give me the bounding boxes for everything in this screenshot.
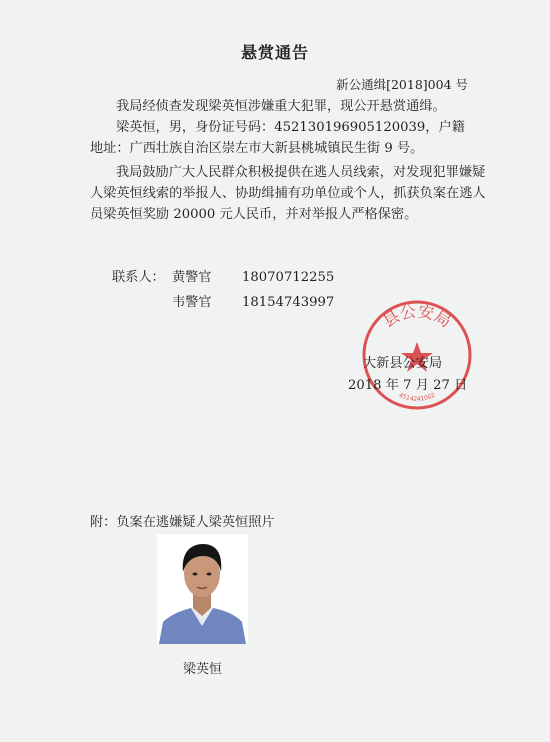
contact-name: 韦警官 <box>172 295 212 310</box>
contact-name: 黄警官 <box>172 270 212 285</box>
document-number: 新公通缉[2018]004 号 <box>336 77 468 92</box>
photo-caption: 梁英恒 <box>182 662 222 677</box>
notice-body-intro <box>90 96 498 159</box>
notice-title: 悬赏通告 <box>240 43 309 62</box>
suspect-left-eye <box>193 573 198 576</box>
issuing-agency: 大新县公安局 <box>363 356 443 371</box>
issue-date: 2018 年 7 月 27 日 <box>348 378 468 393</box>
seal-title: 县公安局 <box>379 301 455 332</box>
paragraph-identity-line2: 地址：广西壮族自治区崇左市大新县桃城镇民生街 9 号。 <box>90 141 424 156</box>
contacts-label: 联系人： <box>112 270 165 285</box>
suspect-portrait-image <box>157 534 248 644</box>
paragraph-identity-line1: 梁英恒，男，身份证号码：452130196905120039，户籍 <box>116 120 465 135</box>
suspect-right-eye <box>207 573 212 576</box>
paragraph-reward: 我局鼓励广大人民群众积极提供在逃人员线索，对发现犯罪嫌疑人梁英恒线索的举报人、协助缉捕有功单位或个人，抓获负案在逃人员梁英恒奖励 20000 元人民币，并对举报人严格保密。 <box>90 165 486 222</box>
notice-body-reward <box>90 162 498 225</box>
contact-list <box>112 265 334 315</box>
contact-row <box>112 265 334 290</box>
seal-serial: 4514241002 <box>397 391 437 403</box>
seal-serial-text <box>398 392 437 403</box>
suspect-photo <box>157 534 248 644</box>
contact-row <box>112 290 334 315</box>
contact-phone: 18154743997 <box>242 295 335 310</box>
contact-phone: 18070712255 <box>242 270 335 285</box>
paragraph-discovery: 我局经侦查发现梁英恒涉嫌重大犯罪，现公开悬赏通缉。 <box>116 99 446 114</box>
seal-arc-text <box>379 302 454 332</box>
attachment-note: 附：负案在逃嫌疑人梁英恒照片 <box>90 515 275 530</box>
